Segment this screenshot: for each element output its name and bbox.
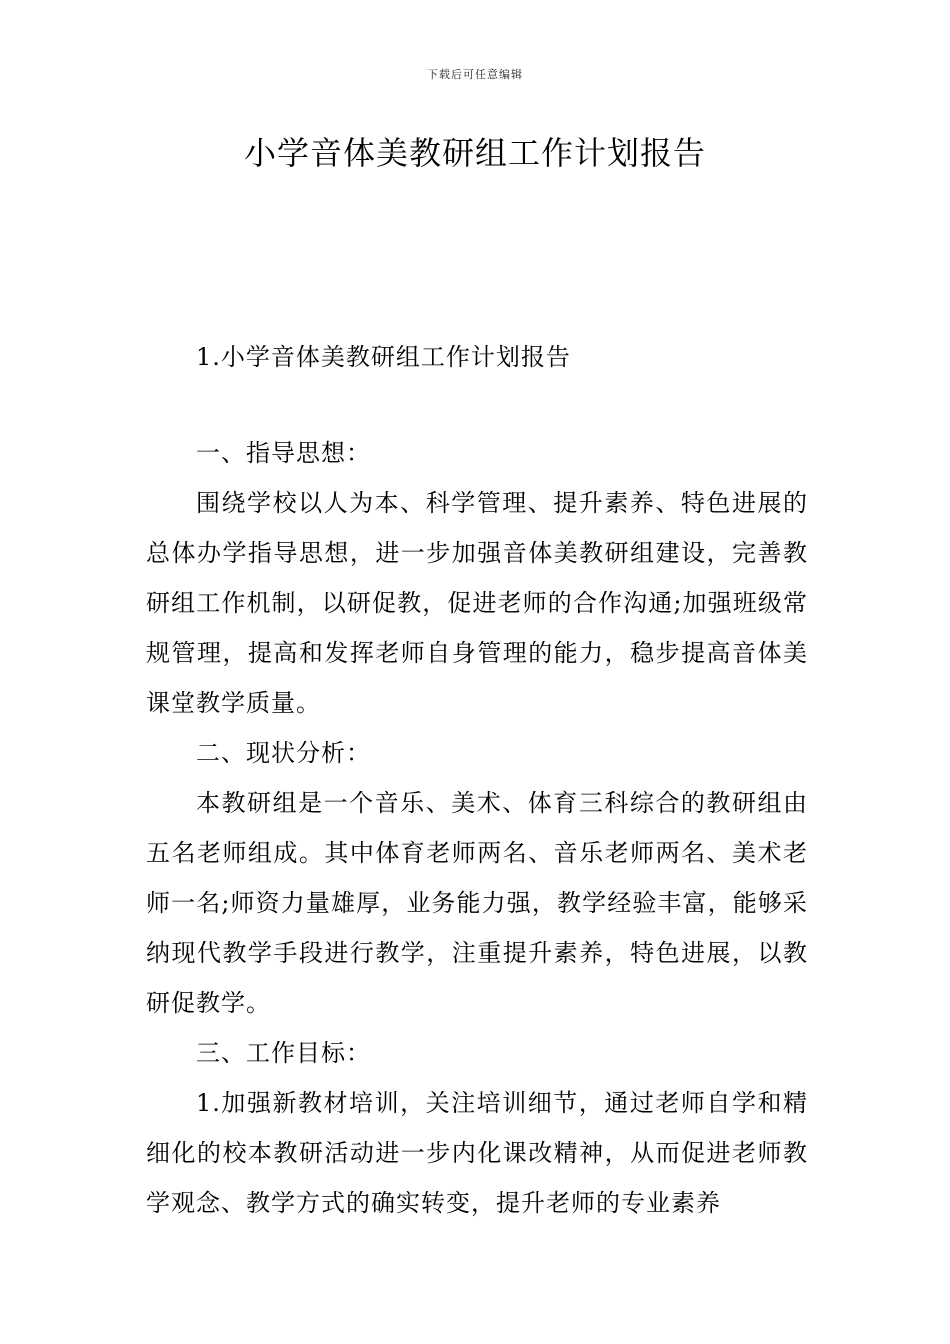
document-title: 小学音体美教研组工作计划报告 [243,134,706,172]
paragraph-status-analysis: 本教研组是一个音乐、美术、体育三科综合的教研组由五名老师组成。其中体育老师两名、音乐老师两名、美术老师一名;师资力量雄厚，业务能力强，教学经验丰富，能够采纳现代教学手段进行教学，注重提升素养，特色进展，以教研促教学。 [146,789,808,1017]
spacer [146,382,808,428]
header-note: 下载后可任意编辑 [427,68,523,81]
section-heading-guiding-ideology: 一、指导思想： [196,439,371,467]
section-heading-status-analysis: 二、现状分析： [196,739,371,767]
paragraph-guiding-ideology: 围绕学校以人为本、科学管理、提升素养、特色进展的总体办学指导思想，进一步加强音体美教研组建设，完善教研组工作机制，以研促教，促进老师的合作沟通;加强班级常规管理，提高和发挥老师自身管理的能力，稳步提高音体美课堂教学质量。 [146,489,808,717]
sub-title: 1.小学音体美教研组工作计划报告 [196,343,571,371]
paragraph-work-goals: 1.加强新教材培训，关注培训细节，通过老师自学和精细化的校本教研活动进一步内化课改精神，从而促进老师教学观念、教学方式的确实转变，提升老师的专业素养 [146,1089,808,1217]
section-heading-work-goals: 三、工作目标： [196,1039,371,1067]
document-body [146,332,808,1228]
